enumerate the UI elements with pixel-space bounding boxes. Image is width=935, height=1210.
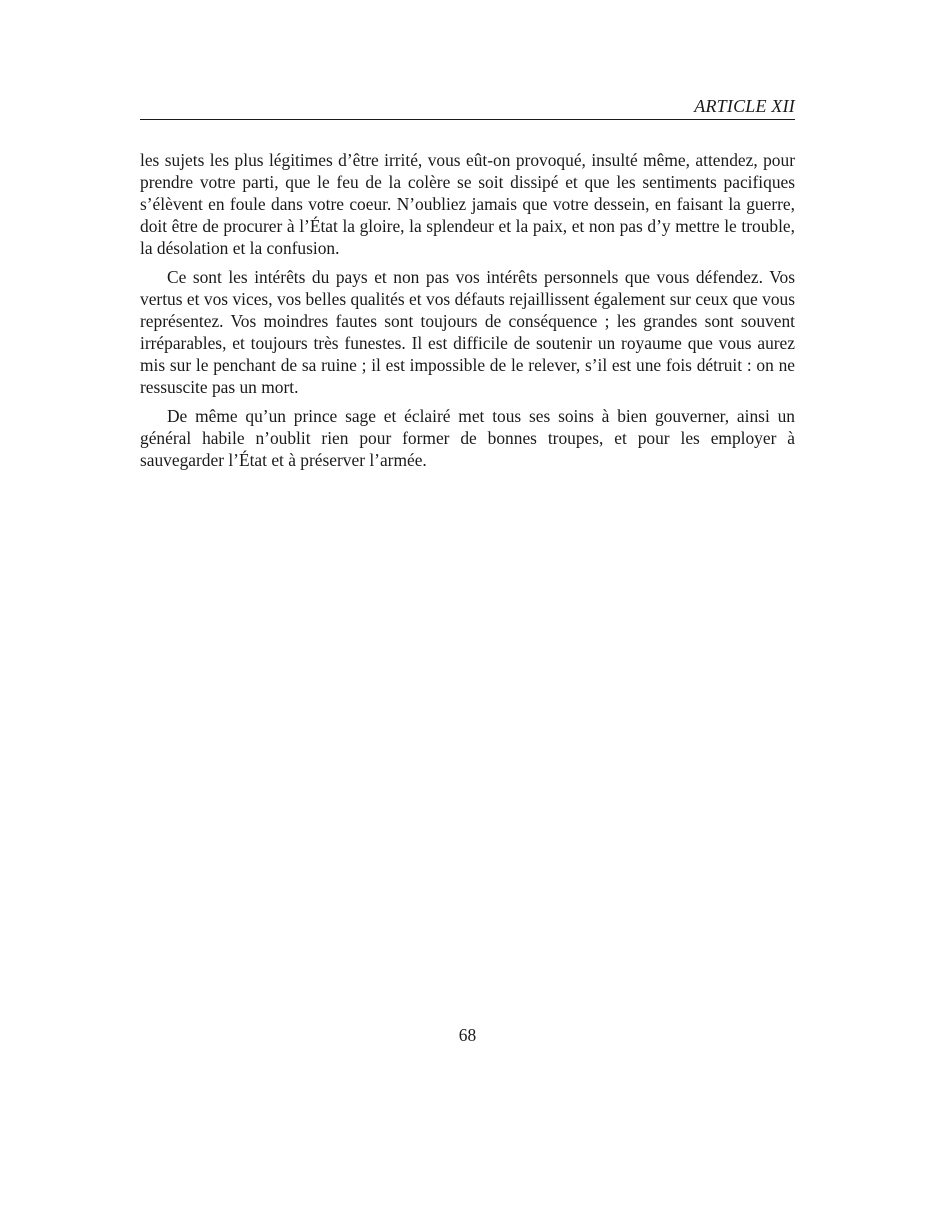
paragraph-2: Ce sont les intérêts du pays et non pas vos intérêts personnels que vous défendez. Vos vertus et vos vices, vos belles qualités et vos défauts rejaillissent également sur ceux que vous représentez. Vos moindres fautes sont toujours de conséquence ; les grandes sont souvent irréparables, et toujours très funestes. Il est difficile de soutenir un royaume que vous aurez mis sur le penchant de sa ruine ; il est impossible de le relever, s’il est une fois détruit : on ne ressuscite pas un mort. — [140, 267, 795, 397]
body-text — [140, 149, 795, 478]
paragraph-1: les sujets les plus légitimes d’être irrité, vous eût-on provoqué, insulté même, attendez, pour prendre votre parti, que le feu de la colère se soit dissipé et que les sentiments pacifiques s’élèvent en foule dans votre coeur. N’oubliez jamais que votre dessein, en faisant la guerre, doit être de procurer à l’État la gloire, la splendeur et la paix, et non pas d’y mettre le trouble, la désolation et la confusion. — [140, 150, 795, 258]
header-rule — [140, 119, 795, 120]
page-number: 68 — [458, 1025, 477, 1045]
running-header-title: ARTICLE XII — [694, 96, 795, 116]
paragraph-3: De même qu’un prince sage et éclairé met tous ses soins à bien gouverner, ainsi un général habile n’oublit rien pour former de bonnes troupes, et pour les employer à sauvegarder l’État et à préserver l’armée. — [140, 406, 795, 470]
